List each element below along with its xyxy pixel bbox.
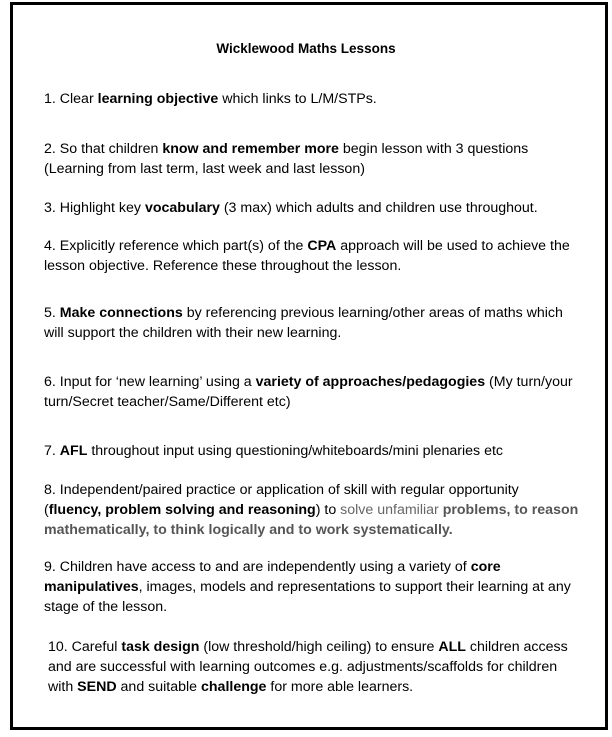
list-item-line: [44, 303, 600, 323]
list-item-line: [44, 597, 600, 617]
bold-text: challenge: [201, 679, 267, 695]
text: (low threshold/high ceiling) to ensure: [199, 639, 439, 655]
list-item-1: [44, 89, 600, 109]
list-item-line: [44, 480, 600, 500]
bold-text: problems, to reason: [442, 502, 579, 518]
text: 10. Careful: [48, 639, 122, 655]
text: 9. Children have access to and are independently using a variety of: [44, 559, 471, 575]
text: 6. Input for ‘new learning’ using a: [44, 374, 256, 390]
text: 2. So that children: [44, 141, 163, 157]
text: children access: [465, 639, 568, 655]
text: 3. Highlight key: [44, 200, 145, 216]
list-item-10: [48, 637, 604, 697]
text: , images, models and representations to support their learning at any: [138, 579, 571, 595]
text: lesson objective. Reference these throughout the lesson.: [44, 258, 402, 274]
bold-text: AFL: [59, 443, 88, 459]
bold-text: ALL: [438, 639, 466, 655]
bold-text: manipulatives: [44, 579, 139, 595]
list-item-line: [44, 372, 600, 392]
list-item-line: [48, 637, 604, 657]
list-item-3: [44, 198, 600, 218]
list-item-8: [44, 480, 600, 540]
list-item-2: [44, 139, 600, 179]
text: begin lesson with 3 questions: [338, 141, 529, 157]
text: and suitable: [116, 679, 201, 695]
text: (My turn/your: [485, 374, 573, 390]
list-item-5: [44, 303, 600, 343]
text: (3 max) which adults and children use throughout.: [219, 200, 538, 216]
bold-text: core: [470, 559, 501, 575]
list-item-line: [44, 139, 600, 159]
bold-text: task design: [121, 639, 200, 655]
list-item-line: [44, 89, 600, 109]
text: (Learning from last term, last week and last lesson): [44, 161, 365, 177]
list-item-line: [44, 392, 600, 412]
bold-text: Make connections: [59, 305, 183, 321]
list-item-line: [44, 577, 600, 597]
text: will support the children with their new learning.: [44, 325, 342, 341]
list-item-7: [44, 441, 600, 461]
text: solve unfamiliar: [340, 502, 443, 518]
list-item-line: [44, 323, 600, 343]
bold-text: know and remember more: [162, 141, 339, 157]
bold-text: mathematically, to think logically and to work systematically.: [44, 522, 453, 538]
bold-text: variety of approaches/pedagogies: [255, 374, 486, 390]
list-item-line: [48, 657, 604, 677]
list-item-line: [44, 500, 600, 520]
document-title: Wicklewood Maths Lessons: [216, 41, 396, 56]
list-item-9: [44, 557, 600, 617]
text: 8. Independent/paired practice or application of skill with regular opportunity: [44, 482, 519, 498]
text: for more able learners.: [266, 679, 414, 695]
text: 5.: [44, 305, 60, 321]
list-item-line: [44, 520, 600, 540]
list-item-line: [44, 159, 600, 179]
list-item-4: [44, 236, 600, 276]
text: 7.: [44, 443, 60, 459]
list-item-line: [44, 198, 600, 218]
text: with: [48, 679, 78, 695]
text: 4. Explicitly reference which part(s) of the: [44, 238, 308, 254]
text: approach will be used to achieve the: [336, 238, 570, 254]
bold-text: fluency, problem solving and reasoning: [48, 502, 316, 518]
text: turn/Secret teacher/Same/Different etc): [44, 394, 291, 410]
list-item-6: [44, 372, 600, 412]
text: stage of the lesson.: [44, 599, 168, 615]
text: which links to L/M/STPs.: [218, 91, 377, 107]
bold-text: CPA: [307, 238, 337, 254]
text: ) to: [315, 502, 341, 518]
list-item-line: [48, 677, 604, 697]
text: by referencing previous learning/other areas of maths which: [182, 305, 563, 321]
list-item-line: [44, 557, 600, 577]
text: and are successful with learning outcomes e.g. adjustments/scaffolds for children: [48, 659, 558, 675]
bold-text: vocabulary: [144, 200, 220, 216]
list-item-line: [44, 256, 600, 276]
text: throughout input using questioning/whiteboards/mini plenaries etc: [87, 443, 504, 459]
text: (: [44, 502, 49, 518]
list-item-line: [44, 441, 600, 461]
bold-text: SEND: [77, 679, 117, 695]
list-item-line: [44, 236, 600, 256]
text: 1. Clear: [44, 91, 98, 107]
document-border: [10, 2, 608, 730]
bold-text: learning objective: [97, 91, 219, 107]
